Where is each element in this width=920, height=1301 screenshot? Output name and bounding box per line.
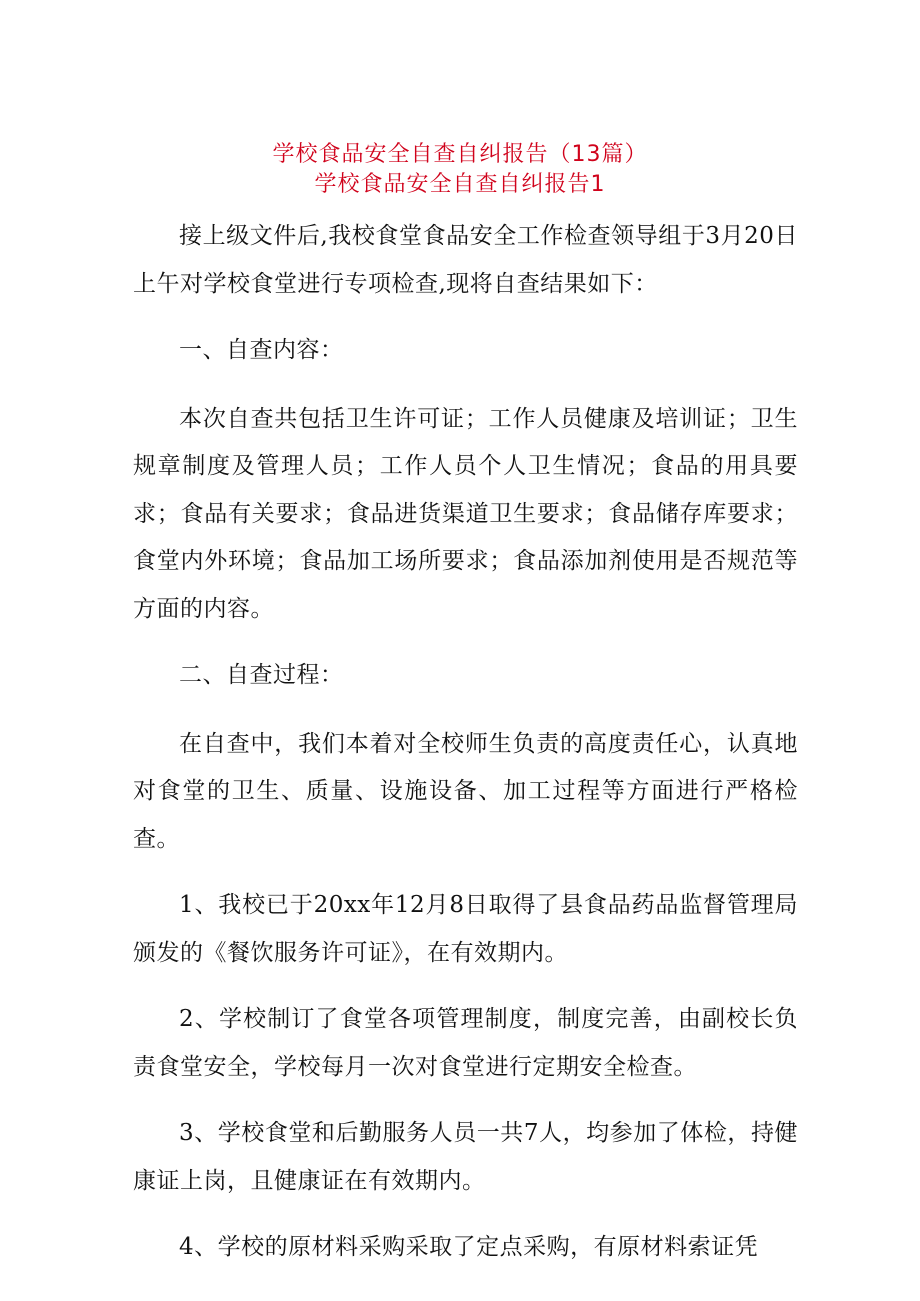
heading-self-check-process: 二、自查过程： xyxy=(179,662,344,688)
paragraph-item-3: 3、学校食堂和后勤服务人员一共7人，均参加了体检，持健康证上岗，且健康证在有效期内。 xyxy=(133,1120,798,1194)
section-title: 学校食品安全自查自纠报告1 xyxy=(314,172,606,197)
heading-self-check-content: 一、自查内容： xyxy=(179,337,344,363)
paragraph-process: 在自查中，我们本着对全校师生负责的高度责任心，认真地对食堂的卫生、质量、设施设备、加工过程等方面进行严格检查。 xyxy=(133,730,798,852)
paragraph-item-4: 4、学校的原材料采购采取了定点采购，有原材料索证凭 xyxy=(179,1234,759,1260)
paragraph-check-scope: 本次自查共包括卫生许可证；工作人员健康及培训证；卫生规章制度及管理人员；工作人员个人卫生情况；食品的用具要求；食品有关要求；食品进货渠道卫生要求；食品储存库要求；食堂内外环境；食品加工场所要求；食品添加剂使用是否规范等方面的内容。 xyxy=(133,405,798,622)
paragraph-item-2: 2、学校制订了食堂各项管理制度，制度完善，由副校长负责食堂安全，学校每月一次对食堂进行定期安全检查。 xyxy=(133,1006,798,1080)
paragraph-item-1: 1、我校已于20xx年12月8日取得了县食品药品监督管理局颁发的《餐饮服务许可证》，在有效期内。 xyxy=(133,892,798,966)
document-body xyxy=(133,213,798,1291)
title-block xyxy=(0,140,920,200)
paragraph-intro: 接上级文件后,我校食堂食品安全工作检查领导组于3月20日上午对学校食堂进行专项检查,现将自查结果如下： xyxy=(133,223,798,297)
document-title: 学校食品安全自查自纠报告（13篇） xyxy=(272,142,648,167)
